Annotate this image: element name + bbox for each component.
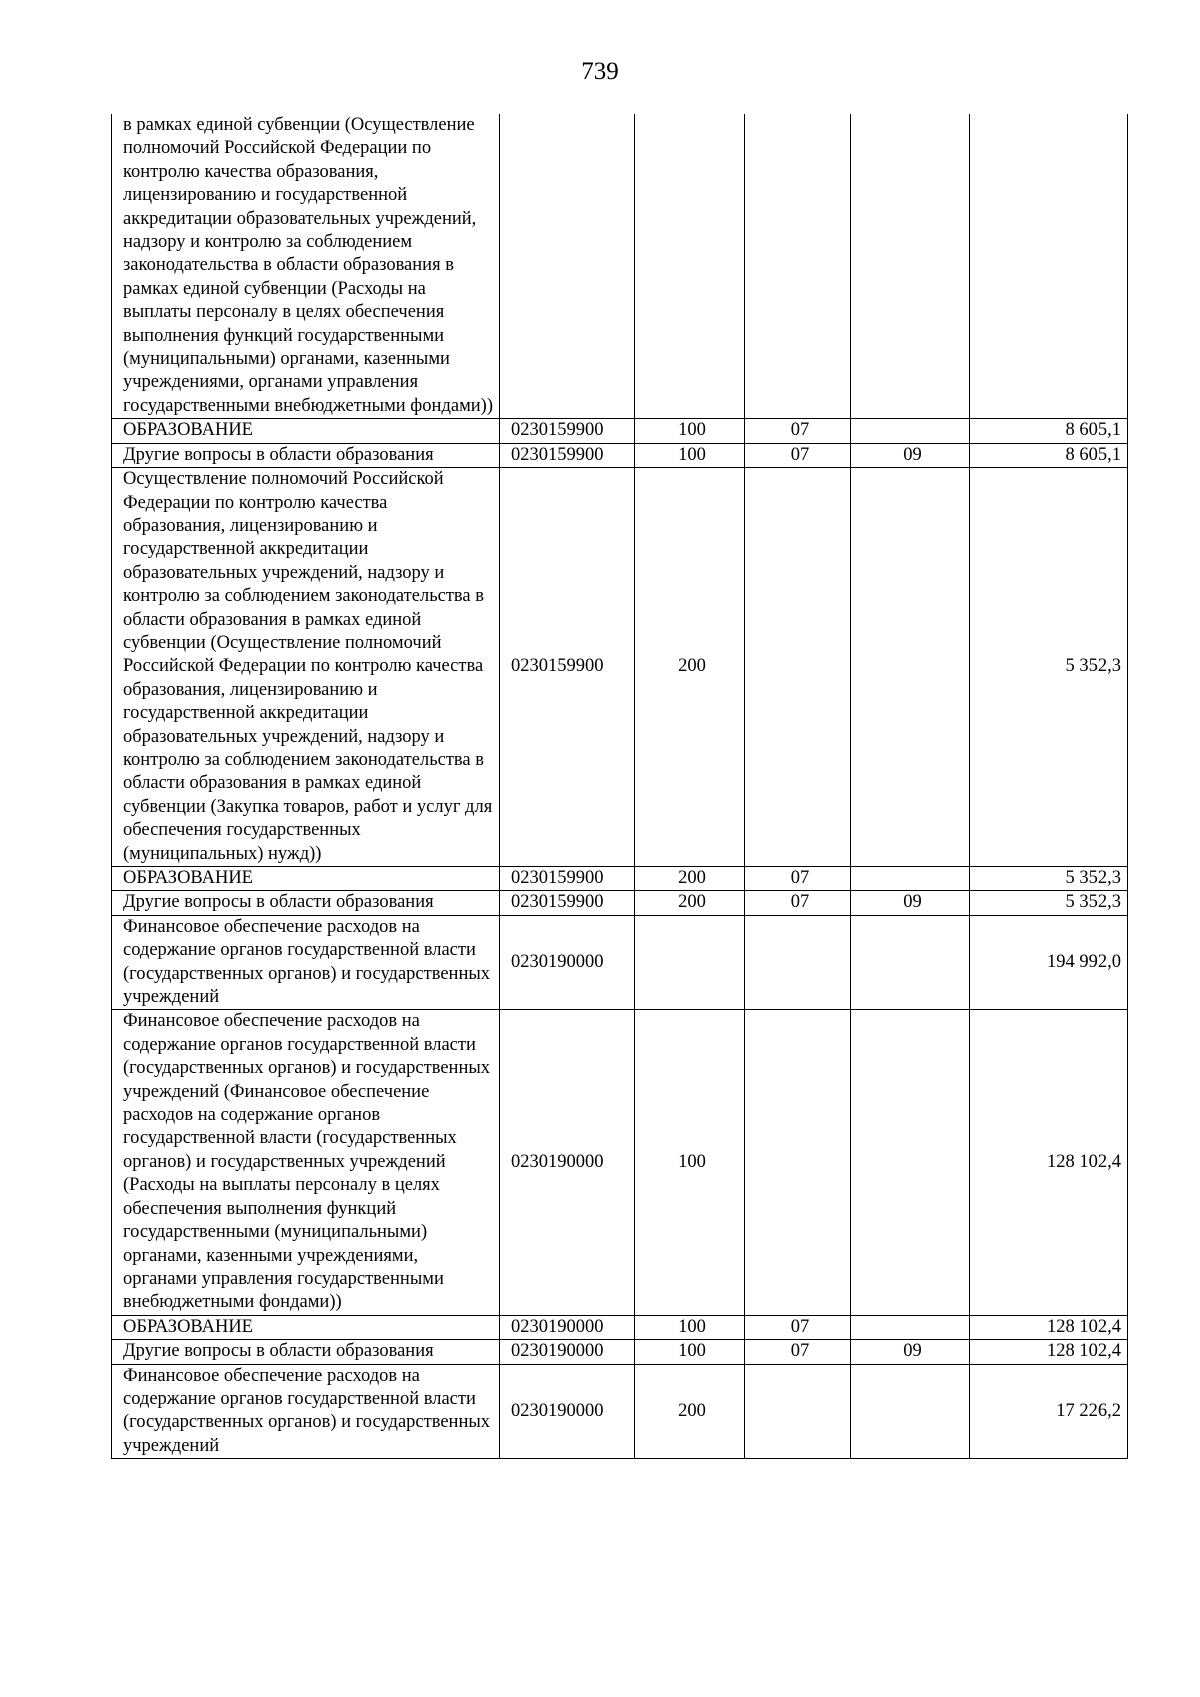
table-row: [112, 1010, 1128, 1315]
row-target-code: 0230190000: [500, 1315, 635, 1339]
row-subsection: [851, 114, 970, 419]
row-amount: 128 102,4: [970, 1340, 1128, 1364]
row-expense-type: 200: [635, 468, 745, 867]
table-row: [112, 1315, 1128, 1339]
row-target-code: 0230159900: [500, 468, 635, 867]
budget-table: [111, 114, 1128, 1459]
row-target-code: 0230190000: [500, 1010, 635, 1315]
row-section: 07: [745, 891, 851, 915]
row-expense-type: 200: [635, 891, 745, 915]
row-section: [745, 1010, 851, 1315]
row-subsection: 09: [851, 443, 970, 467]
row-expense-type: 100: [635, 443, 745, 467]
row-name: ОБРАЗОВАНИЕ: [112, 1315, 500, 1339]
row-expense-type: 100: [635, 1315, 745, 1339]
row-subsection: [851, 1364, 970, 1459]
row-expense-type: 100: [635, 1340, 745, 1364]
row-name: Другие вопросы в области образования: [112, 443, 500, 467]
row-expense-type: 200: [635, 867, 745, 891]
row-target-code: 0230159900: [500, 867, 635, 891]
row-subsection: [851, 867, 970, 891]
table-row: [112, 114, 1128, 419]
table-row: [112, 1340, 1128, 1364]
page-number: 739: [581, 58, 619, 85]
row-amount: 5 352,3: [970, 468, 1128, 867]
row-section: 07: [745, 867, 851, 891]
row-subsection: [851, 468, 970, 867]
row-subsection: [851, 1010, 970, 1315]
row-amount: 5 352,3: [970, 867, 1128, 891]
row-target-code: [500, 114, 635, 419]
table-row: [112, 867, 1128, 891]
table-row: [112, 915, 1128, 1010]
row-amount: 128 102,4: [970, 1010, 1128, 1315]
row-target-code: 0230159900: [500, 419, 635, 443]
row-section: 07: [745, 1315, 851, 1339]
row-target-code: 0230190000: [500, 1364, 635, 1459]
row-name: Финансовое обеспечение расходов на содержание органов государственной власти (государственных органов) и государственных учреждений: [112, 915, 500, 1010]
table-row: [112, 419, 1128, 443]
row-subsection: [851, 1315, 970, 1339]
row-target-code: 0230190000: [500, 1340, 635, 1364]
row-expense-type: 200: [635, 1364, 745, 1459]
table-row: [112, 891, 1128, 915]
row-section: [745, 114, 851, 419]
row-expense-type: [635, 915, 745, 1010]
row-section: 07: [745, 443, 851, 467]
row-name: в рамках единой субвенции (Осуществление полномочий Российской Федерации по контролю качества образования, лицензированию и государственной аккредитации образовательных учреждений, надзору и контролю за соблюдением законодательства в области образования в рамках единой субвенции (Расходы на выплаты персоналу в целях обеспечения выполнения функций государственными (муниципальными) органами, казенными учреждениями, органами управления государственными внебюджетными фондами)): [112, 114, 500, 419]
row-section: 07: [745, 419, 851, 443]
row-amount: 5 352,3: [970, 891, 1128, 915]
row-name: Другие вопросы в области образования: [112, 1340, 500, 1364]
row-expense-type: 100: [635, 1010, 745, 1315]
row-name: Финансовое обеспечение расходов на содержание органов государственной власти (государственных органов) и государственных учреждений: [112, 1364, 500, 1459]
row-amount: 194 992,0: [970, 915, 1128, 1010]
row-subsection: 09: [851, 891, 970, 915]
table-row: [112, 1364, 1128, 1459]
row-amount: 8 605,1: [970, 443, 1128, 467]
row-amount: 17 226,2: [970, 1364, 1128, 1459]
row-amount: 128 102,4: [970, 1315, 1128, 1339]
row-expense-type: [635, 114, 745, 419]
row-name: ОБРАЗОВАНИЕ: [112, 867, 500, 891]
row-section: 07: [745, 1340, 851, 1364]
row-section: [745, 915, 851, 1010]
row-target-code: 0230159900: [500, 443, 635, 467]
row-subsection: [851, 419, 970, 443]
table-row: [112, 443, 1128, 467]
row-amount: [970, 114, 1128, 419]
row-name: Финансовое обеспечение расходов на содержание органов государственной власти (государственных органов) и государственных учреждений (Финансовое обеспечение расходов на содержание органов государственной власти (государственных органов) и государственных учреждений (Расходы на выплаты персоналу в целях обеспечения выполнения функций государственными (муниципальными) органами, казенными учреждениями, органами управления государственными внебюджетными фондами)): [112, 1010, 500, 1315]
row-expense-type: 100: [635, 419, 745, 443]
row-target-code: 0230190000: [500, 915, 635, 1010]
table-row: [112, 468, 1128, 867]
row-subsection: [851, 915, 970, 1010]
row-name: Другие вопросы в области образования: [112, 891, 500, 915]
row-subsection: 09: [851, 1340, 970, 1364]
row-name: ОБРАЗОВАНИЕ: [112, 419, 500, 443]
row-section: [745, 468, 851, 867]
row-name: Осуществление полномочий Российской Федерации по контролю качества образования, лицензированию и государственной аккредитации образовательных учреждений, надзору и контролю за соблюдением законодательства в области образования в рамках единой субвенции (Осуществление полномочий Российской Федерации по контролю качества образования, лицензированию и государственной аккредитации образовательных учреждений, надзору и контролю за соблюдением законодательства в области образования в рамках единой субвенции (Закупка товаров, работ и услуг для обеспечения государственных (муниципальных) нужд)): [112, 468, 500, 867]
row-section: [745, 1364, 851, 1459]
row-target-code: 0230159900: [500, 891, 635, 915]
row-amount: 8 605,1: [970, 419, 1128, 443]
